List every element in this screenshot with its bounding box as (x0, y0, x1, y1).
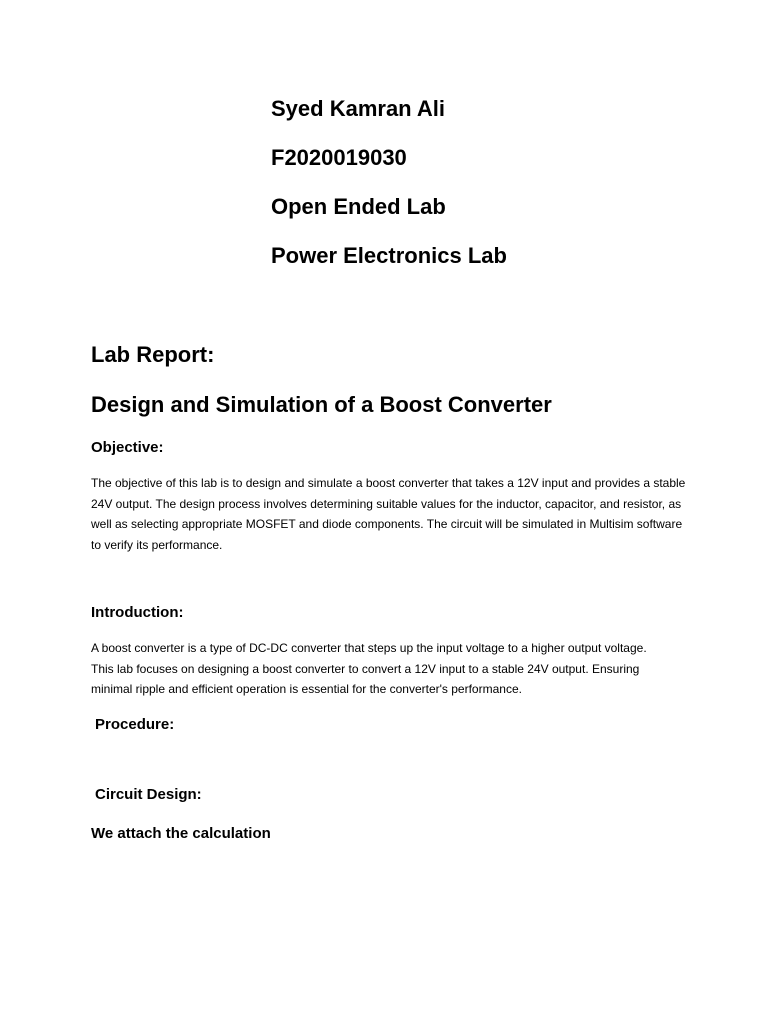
introduction-heading: Introduction: (91, 604, 184, 621)
lab-type: Open Ended Lab (271, 194, 446, 219)
author-header (271, 94, 507, 290)
student-id: F2020019030 (271, 145, 407, 170)
report-subtitle: Design and Simulation of a Boost Converter (91, 392, 552, 417)
course-name: Power Electronics Lab (271, 243, 507, 268)
author-name: Syed Kamran Ali (271, 96, 446, 121)
attach-calculation-note: We attach the calculation (91, 825, 271, 842)
objective-paragraph: The objective of this lab is to design and simulate a boost converter that takes a 12V input and provides a stable 24V output. The design process involves determining suitable values for the inductor, capacitor, and resistor, as well as selecting appropriate MOSFET and diode components. The circuit will be simulated in Multisim software to verify its performance. (91, 476, 686, 552)
report-title: Lab Report: (91, 342, 215, 367)
objective-heading: Objective: (91, 439, 164, 456)
procedure-heading: Procedure: (95, 716, 175, 733)
report-body (91, 340, 691, 842)
circuit-design-heading: Circuit Design: (95, 786, 202, 803)
introduction-paragraph: A boost converter is a type of DC-DC converter that steps up the input voltage to a higher output voltage. This lab focuses on designing a boost converter to convert a 12V input to a stable 24V output. Ensuring minimal ripple and efficient operation is essential for the converter's performance. (91, 641, 647, 696)
